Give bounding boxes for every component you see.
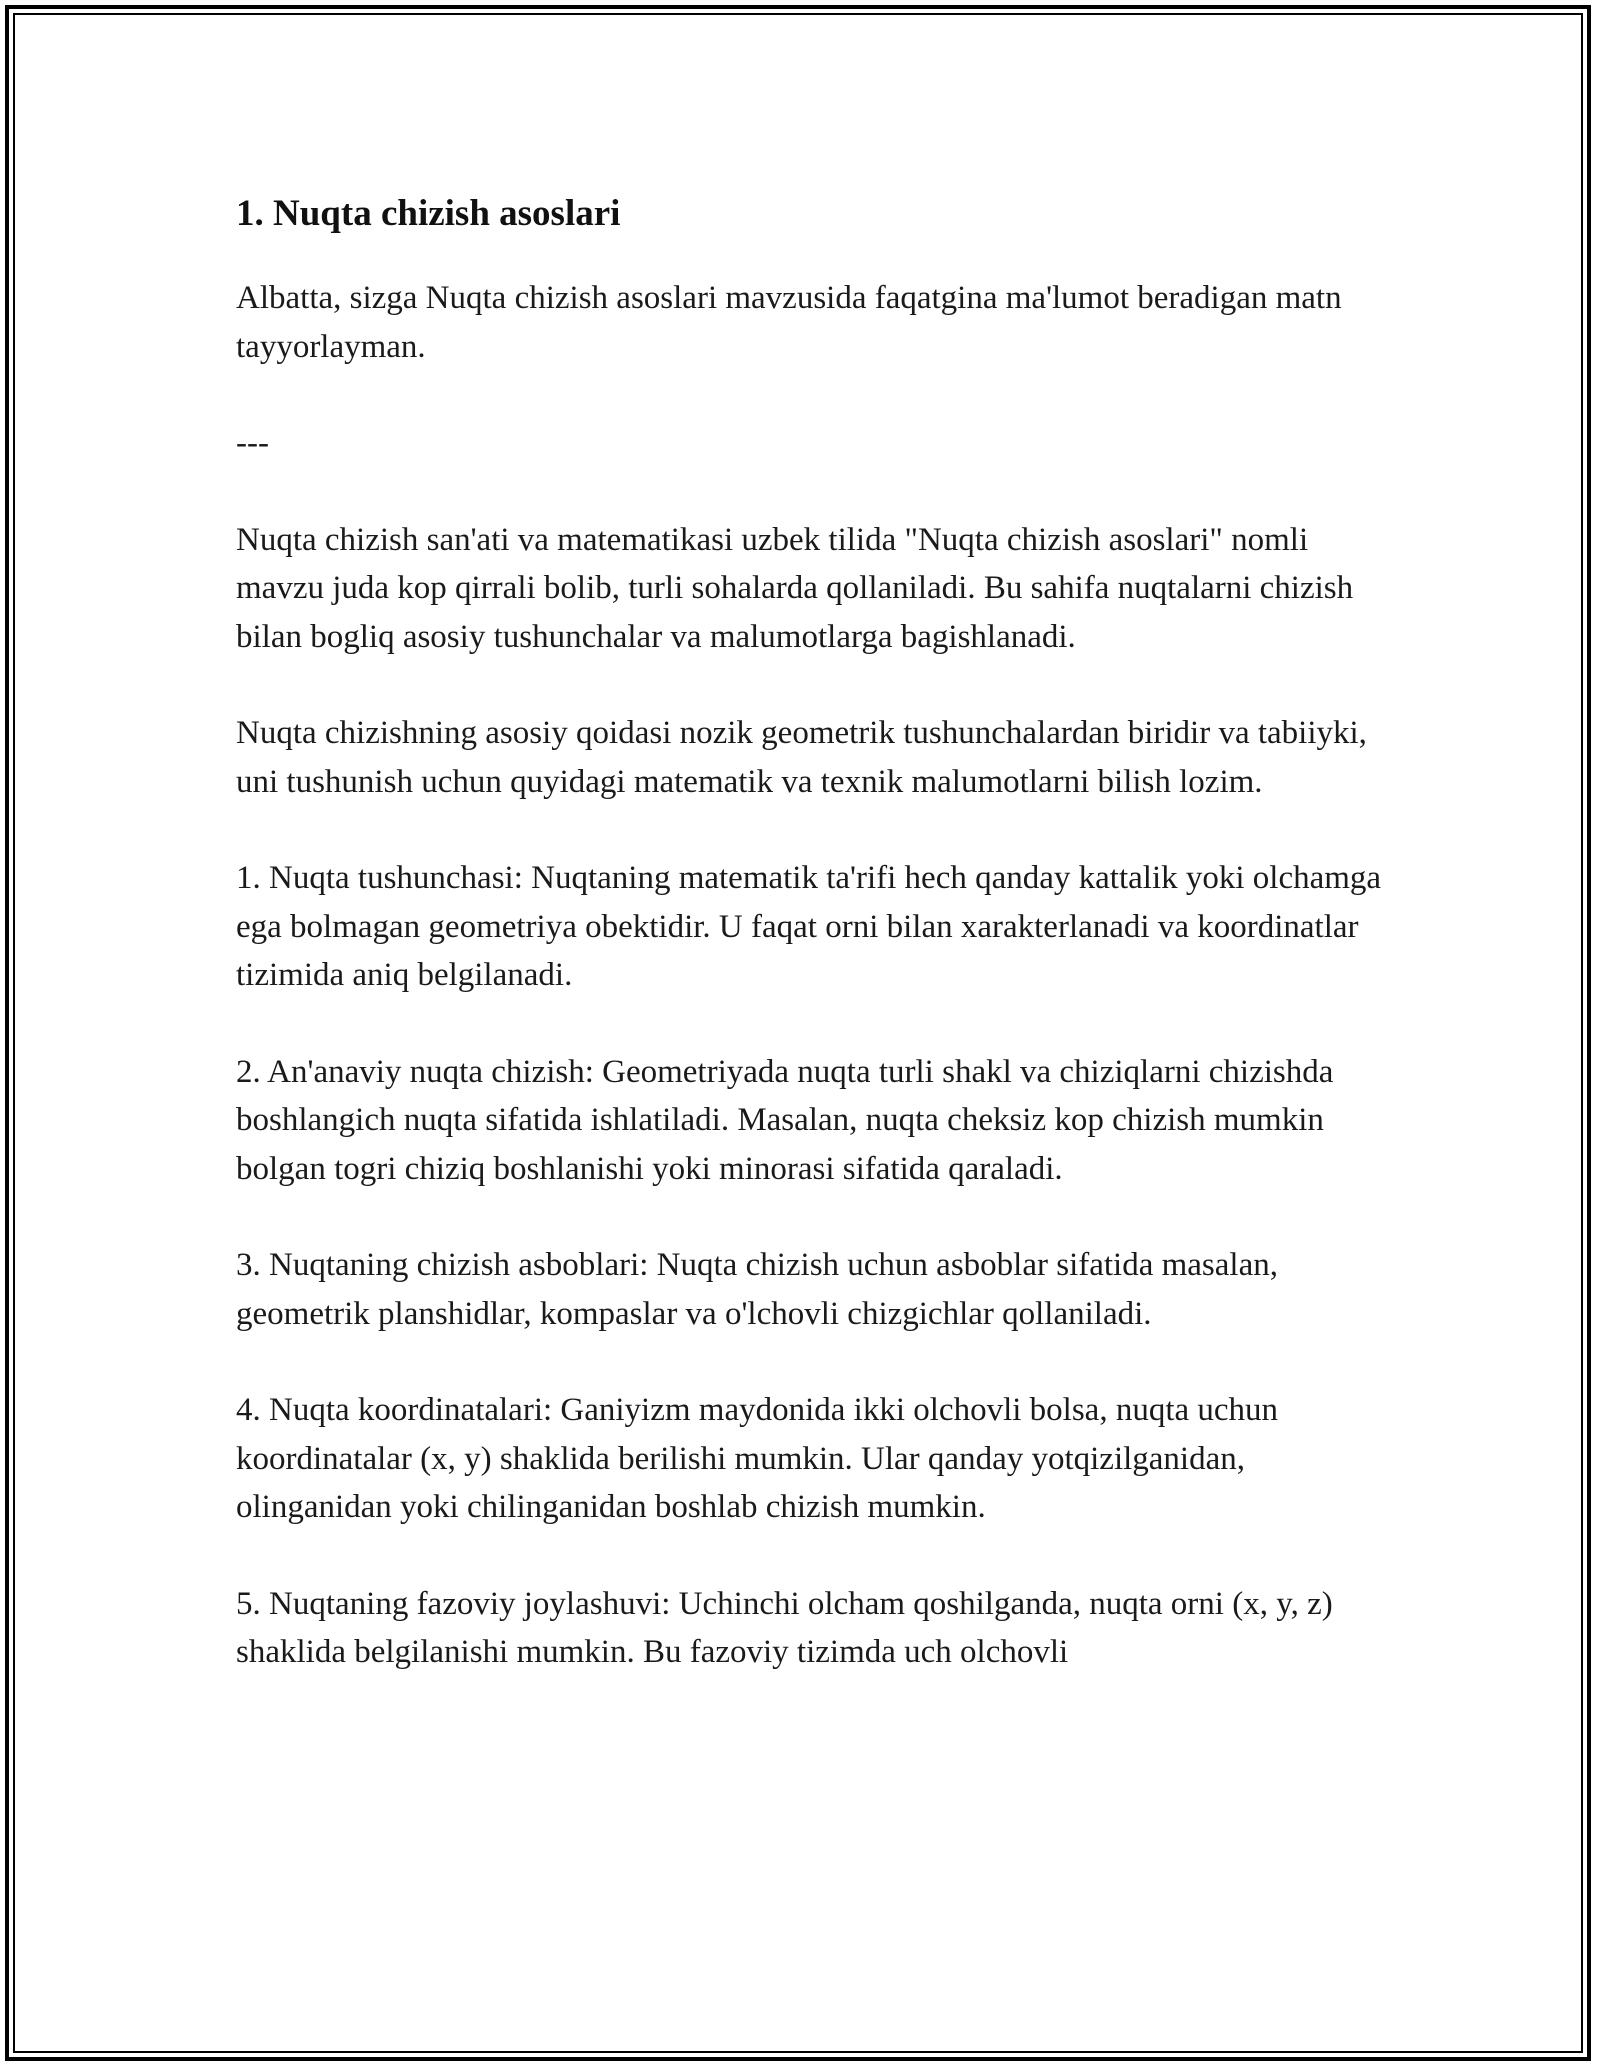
list-item-drawing-tools: 3. Nuqtaning chizish asboblari: Nuqta chizish uchun asboblar sifatida masalan, geometrik planshidlar, kompaslar va o'lchovli chizgichlar qollaniladi. [236,1247,1278,1332]
document-body [236,186,1386,1725]
paragraph-basic-rule: Nuqta chizishning asosiy qoidasi nozik geometrik tushunchalardan biridir va tabiiyki, uni tushunish uchun quyidagi matematik va texnik malumotlarni bilish lozim. [236,715,1367,800]
page-title: 1. Nuqta chizish asoslari [236,193,621,234]
paragraph-overview: Nuqta chizish san'ati va matematikasi uzbek tilida "Nuqta chizish asoslari" nomli mavzu juda kop qirrali bolib, turli sohalarda qollaniladi. Bu sahifa nuqtalarni chizish bilan bogliq asosiy tushunchalar va malumotlarga bagishlanadi. [236,521,1354,655]
list-item-coordinates: 4. Nuqta koordinatalari: Ganiyizm maydonida ikki olchovli bolsa, nuqta uchun koordinatalar (x, y) shaklida berilishi mumkin. Ular qanday yotqizilganidan, olinganidan yoki chilinganidan boshlab chizish mumkin. [236,1392,1279,1525]
list-item-traditional-drawing: 2. An'anaviy nuqta chizish: Geometriyada nuqta turli shakl va chiziqlarni chizishda boshlangich nuqta sifatida ishlatiladi. Masalan, nuqta cheksiz kop chizish mumkin bolgan togri chiziq boshlanishi yoki minorasi sifatida qaraladi. [236,1053,1334,1187]
list-item-point-concept: 1. Nuqta tushunchasi: Nuqtaning matematik ta'rifi hech qanday kattalik yoki olchamga ega bolmagan geometriya obektidir. U faqat orni bilan xarakterlanadi va koordinatlar tizimida aniq belgilanadi. [236,860,1382,993]
section-separator: --- [236,425,269,461]
intro-paragraph: Albatta, sizga Nuqta chizish asoslari mavzusida faqatgina ma'lumot beradigan matn tayyorlayman. [236,280,1342,365]
list-item-spatial-position: 5. Nuqtaning fazoviy joylashuvi: Uchinchi olcham qoshilganda, nuqta orni (x, y, z) shaklida belgilanishi mumkin. Bu fazoviy tizimda uch olchovli [236,1585,1333,1670]
